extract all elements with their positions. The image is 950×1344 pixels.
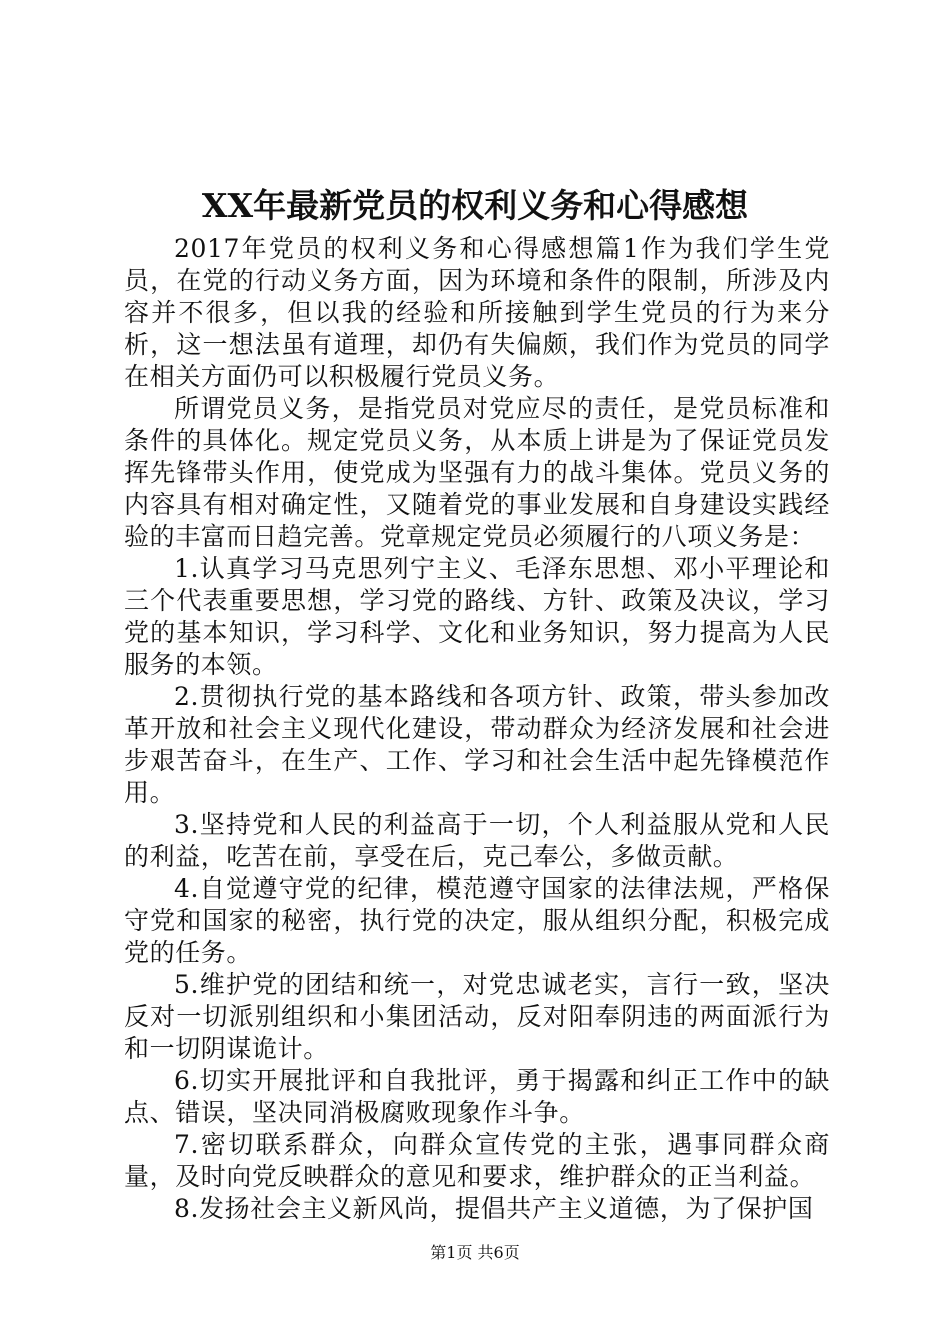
paragraph-duty-2: 2.贯彻执行党的基本路线和各项方针、政策，带头参加改革开放和社会主义现代化建设，带动群众为经济发展和社会进步艰苦奋斗，在生产、工作、学习和社会生活中起先锋模范作用。 bbox=[124, 682, 830, 807]
paragraph-definition: 所谓党员义务，是指党员对党应尽的责任，是党员标准和条件的具体化。规定党员义务，从本质上讲是为了保证党员发挥先锋带头作用，使党成为坚强有力的战斗集体。党员义务的内容具有相对确定性，又随着党的事业发展和自身建设实践经验的丰富而日趋完善。党章规定党员必须履行的八项义务是： bbox=[124, 394, 830, 551]
paragraph-intro: 2017年党员的权利义务和心得感想篇1作为我们学生党员，在党的行动义务方面，因为环境和条件的限制，所涉及内容并不很多，但以我的经验和所接触到学生党员的行为来分析，这一想法虽有道理，却仍有失偏颇，我们作为党员的同学在相关方面仍可以积极履行党员义务。 bbox=[124, 234, 830, 391]
document-title: XX年最新党员的权利义务和心得感想 bbox=[201, 186, 749, 225]
page-number-footer: 第1页 共6页 bbox=[430, 1243, 520, 1262]
paragraph-duty-5: 5.维护党的团结和统一，对党忠诚老实，言行一致，坚决反对一切派别组织和小集团活动，反对阳奉阴违的两面派行为和一切阴谋诡计。 bbox=[124, 970, 830, 1063]
paragraph-duty-1: 1.认真学习马克思列宁主义、毛泽东思想、邓小平理论和三个代表重要思想，学习党的路线、方针、政策及决议，学习党的基本知识，学习科学、文化和业务知识，努力提高为人民服务的本领。 bbox=[124, 554, 830, 679]
paragraph-duty-3: 3.坚持党和人民的利益高于一切，个人利益服从党和人民的利益，吃苦在前，享受在后，克己奉公，多做贡献。 bbox=[124, 810, 830, 871]
paragraph-duty-4: 4.自觉遵守党的纪律，模范遵守国家的法律法规，严格保守党和国家的秘密，执行党的决定，服从组织分配，积极完成党的任务。 bbox=[124, 874, 830, 967]
paragraph-duty-7: 7.密切联系群众，向群众宣传党的主张，遇事同群众商量，及时向党反映群众的意见和要求，维护群众的正当利益。 bbox=[124, 1130, 830, 1191]
document-body bbox=[124, 233, 830, 1225]
paragraph-duty-8: 8.发扬社会主义新风尚，提倡共产主义道德，为了保护国 bbox=[174, 1194, 814, 1223]
paragraph-duty-6: 6.切实开展批评和自我批评，勇于揭露和纠正工作中的缺点、错误，坚决同消极腐败现象作斗争。 bbox=[124, 1066, 830, 1127]
